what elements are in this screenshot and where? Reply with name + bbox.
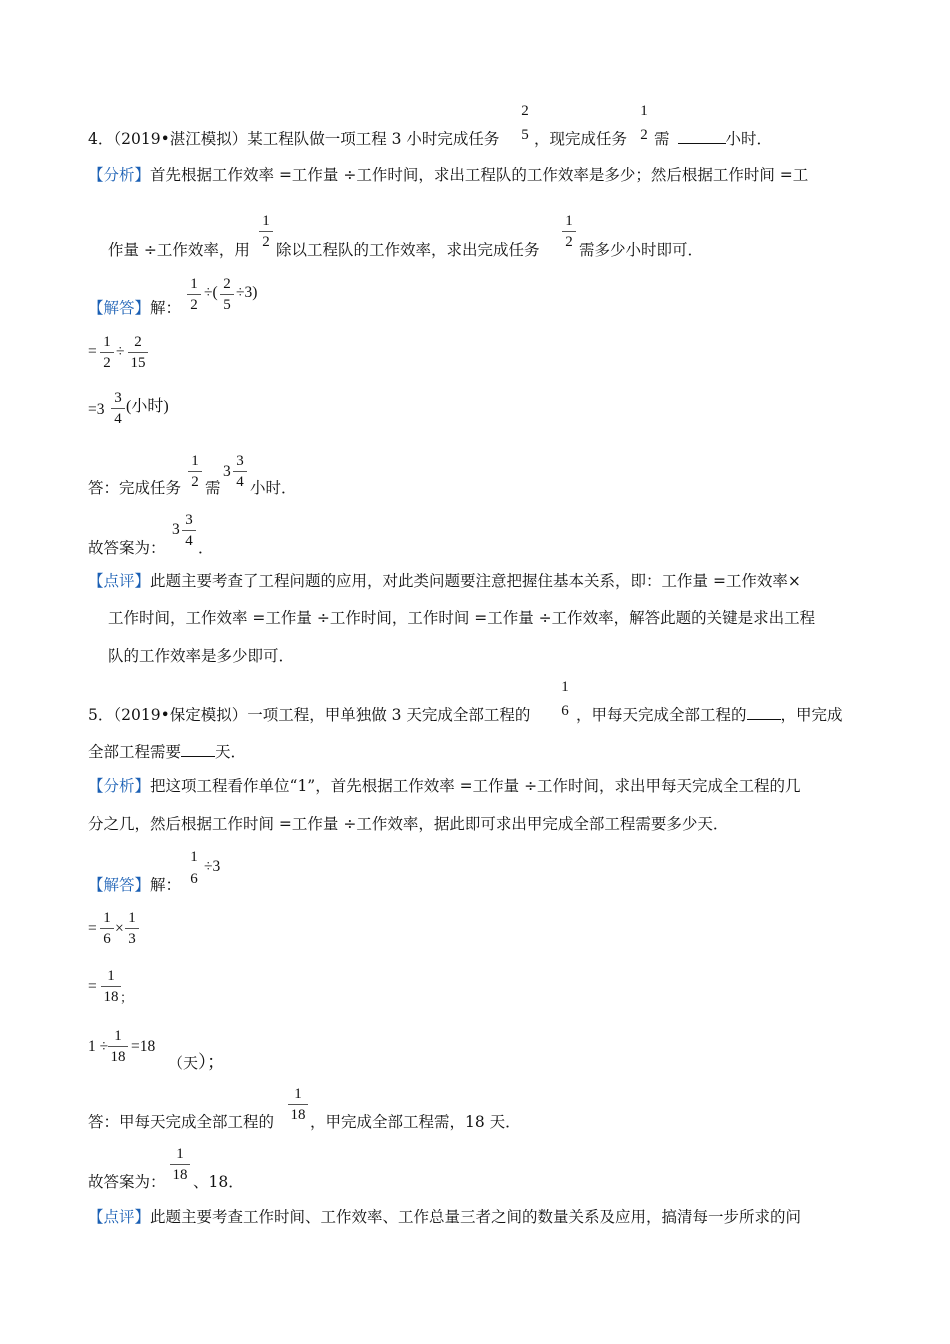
q4-stem-tail: 需 小时． xyxy=(654,130,773,148)
q5-expr1-frac-1-6: 1 6 xyxy=(190,849,198,887)
q4-source: （2019•湛江模拟） xyxy=(113,130,248,148)
q4-stem-frac-1-2: 1 2 xyxy=(640,103,648,143)
q4-final-whole: 3 xyxy=(172,521,180,538)
q5-stem-line1: 5．（2019•保定模拟）一项工程，甲单独做 3 天完成全部工程的 xyxy=(88,706,531,724)
q5-analysis-line1: 【分析】把这项工程看作单位“1”，首先根据工作效率 =工作量 ÷工作时间，求出甲每天完成全工程的几 xyxy=(88,777,801,795)
q4-answer-c: 小时． xyxy=(250,479,297,497)
q4-stem-b: ，现完成任务 xyxy=(534,130,628,148)
q5-step4-b: =18 xyxy=(131,1038,156,1055)
q4-analysis-frac-1: 1 2 xyxy=(259,212,273,251)
q5-step4-a: 1 ÷ xyxy=(88,1038,109,1055)
q5-stem-line2: 全部工程需要 天． xyxy=(88,743,247,761)
q5-answer-b: ，甲完成全部工程需，18 天． xyxy=(310,1113,521,1131)
q4-stem-a: 某工程队做一项工程 3 小时完成任务 xyxy=(247,130,500,148)
q5-final-label: 故答案为： xyxy=(88,1173,166,1191)
q4-number: 4． xyxy=(88,130,114,148)
q4-step3-eq: =3 xyxy=(88,401,105,418)
q5-answer-blank-1[interactable] xyxy=(747,705,781,720)
q4-step2-eq: = xyxy=(88,343,97,360)
q4-step2-frac-1-2: 1 2 xyxy=(100,333,114,372)
q4-analysis-frac-2: 1 2 xyxy=(562,212,576,251)
q5-final-frac-1-18: 1 18 xyxy=(170,1145,190,1184)
q5-step2-frac-1-6: 1 6 xyxy=(100,909,114,948)
q5-step4-unit: （天）； xyxy=(168,1052,226,1072)
q4-comment-line2: 工作时间，工作效率 =工作量 ÷工作时间，工作时间 =工作量 ÷工作效率，解答此题的关键是求出工程 xyxy=(108,609,816,627)
q4-answer-frac-3-4: 3 4 xyxy=(233,452,247,491)
q4-comment-line3: 队的工作效率是多少即可． xyxy=(108,647,295,665)
q4-answer-a: 答：完成任务 xyxy=(88,479,182,497)
q4-analysis-line2c: 需多少小时即可． xyxy=(579,241,704,259)
q5-stem-line1-tail: ，甲每天完成全部工程的 ，甲完成 xyxy=(576,706,843,724)
q4-comment-line1: 【点评】此题主要考查了工程问题的应用，对此类问题要注意把握住基本关系，即：工作量 =工作效率× xyxy=(88,572,801,590)
q5-expr1-div3: ÷3 xyxy=(204,858,221,875)
q4-solution-tag: 【解答】 xyxy=(88,299,151,317)
q5-analysis-line2: 分之几，然后根据工作时间 =工作量 ÷工作效率，据此即可求出甲完成全部工程需要多少天． xyxy=(88,815,729,833)
q4-analysis-line1: 【分析】首先根据工作效率 =工作量 ÷工作时间，求出工程队的工作效率是多少；然后根据工作时间 =工 xyxy=(88,166,809,184)
q4-final-label: 故答案为： xyxy=(88,539,166,557)
q5-solution-tag: 【解答】 xyxy=(88,876,151,894)
q4-answer-b: 需 xyxy=(205,479,221,497)
q5-answer-a: 答：甲每天完成全部工程的 xyxy=(88,1113,275,1131)
q4-solution-label: 【解答】解： xyxy=(88,299,182,317)
q5-answer-frac-1-18: 1 18 xyxy=(288,1085,308,1124)
q4-stem-frac-2-5: 2 5 xyxy=(521,103,529,143)
q4-step2-div: ÷ xyxy=(116,343,125,360)
q5-solution-label: 【解答】解： xyxy=(88,876,182,894)
q4-final-end: ． xyxy=(198,539,214,557)
q5-step2-times: × xyxy=(115,920,124,937)
q5-comment-tag: 【点评】 xyxy=(88,1208,151,1226)
q4-step3-unit: (小时) xyxy=(126,398,169,415)
q5-answer-blank-2[interactable] xyxy=(181,742,215,757)
q5-analysis-tag: 【分析】 xyxy=(88,777,151,795)
q5-step3-eq: = xyxy=(88,978,97,995)
q4-expr1-op2: ÷3) xyxy=(236,284,258,301)
q4-analysis-line2a: 作量 ÷工作效率，用 xyxy=(108,241,250,259)
q4-stem-line xyxy=(88,129,499,149)
q4-step3-frac-3-4: 3 4 xyxy=(111,389,125,428)
q4-step2-frac-2-15: 2 15 xyxy=(128,333,148,372)
q4-expr1-frac-1-2: 1 2 xyxy=(187,275,201,314)
q4-answer-blank[interactable] xyxy=(678,129,726,144)
q5-step2-eq: = xyxy=(88,920,97,937)
q5-stem-frac-1-6: 1 6 xyxy=(561,679,569,719)
q4-answer-whole: 3 xyxy=(223,463,231,480)
q5-number: 5． xyxy=(88,706,114,724)
q4-expr1-frac-2-5: 2 5 xyxy=(220,275,234,314)
q5-comment-line1: 【点评】此题主要考查工作时间、工作效率、工作总量三者之间的数量关系及应用，搞清每一步所求的问 xyxy=(88,1208,802,1226)
q4-analysis-line2b: 除以工程队的工作效率，求出完成任务 xyxy=(276,241,540,259)
q5-step2-frac-1-3: 1 3 xyxy=(125,909,139,948)
q5-final-end: 、18． xyxy=(193,1173,244,1191)
q4-final-frac-3-4: 3 4 xyxy=(182,511,196,550)
q4-expr1-op1: ÷( xyxy=(204,284,218,301)
q4-analysis-tag: 【分析】 xyxy=(88,166,151,184)
q5-step3-semicolon: ； xyxy=(120,990,134,1005)
q5-step4-frac-1-18: 1 18 xyxy=(108,1027,128,1066)
q4-answer-frac-1-2: 1 2 xyxy=(188,452,202,491)
q4-comment-tag: 【点评】 xyxy=(88,572,151,590)
q5-step3-frac-1-18: 1 18 xyxy=(101,967,121,1006)
q5-source: （2019•保定模拟） xyxy=(113,706,248,724)
